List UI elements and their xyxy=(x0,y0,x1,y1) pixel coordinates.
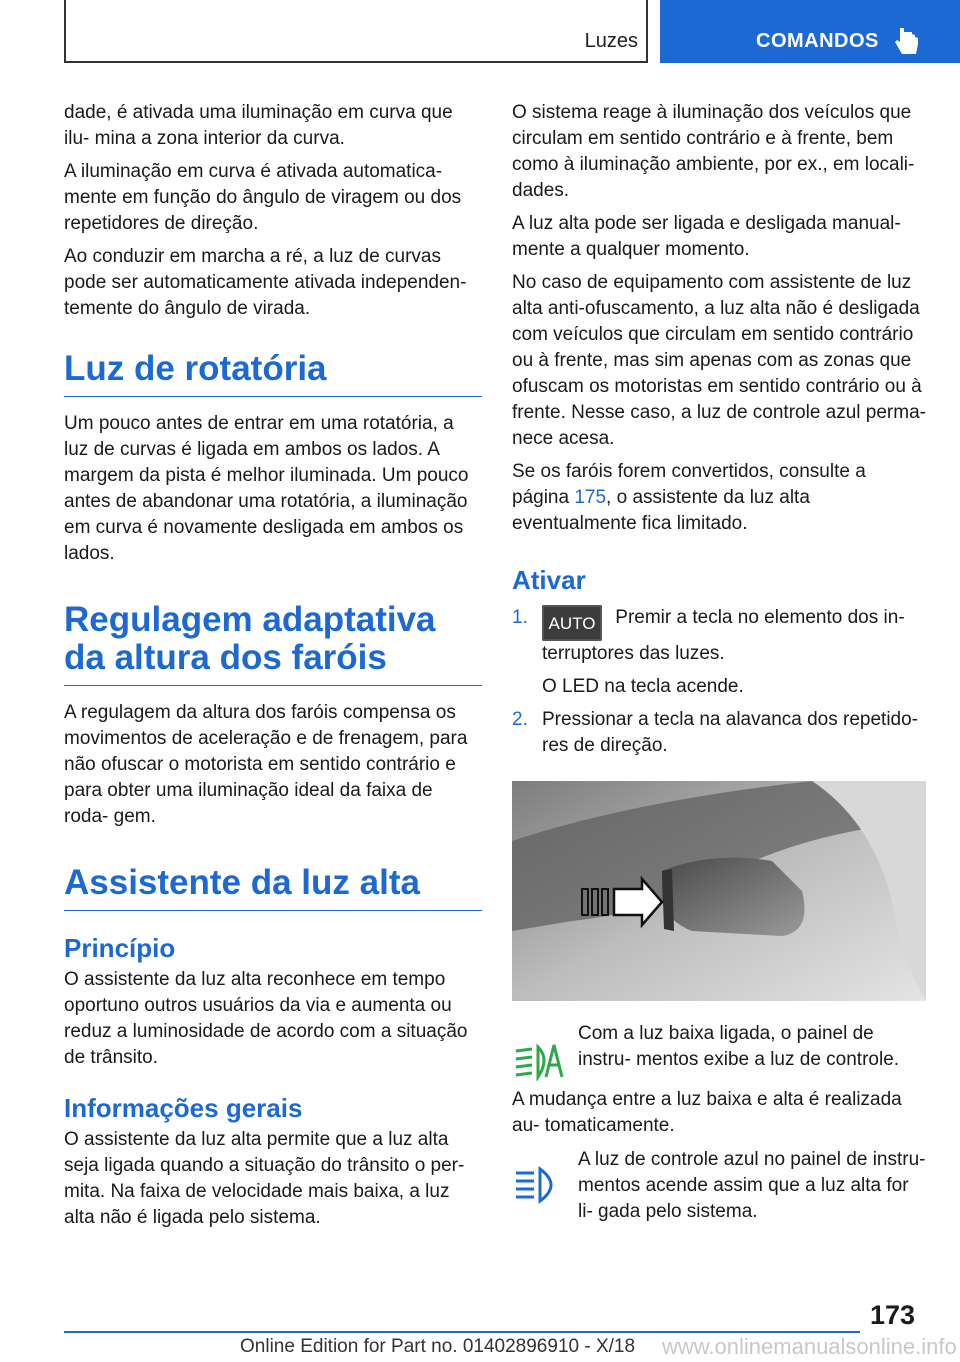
watermark: www.onlinemanualsonline.info xyxy=(662,1334,957,1359)
header-left-box xyxy=(64,0,648,63)
heading-luz-de-rotatoria: Luz de rotatória xyxy=(64,350,482,397)
footer-rule xyxy=(64,1331,860,1333)
auto-key-icon: AUTO xyxy=(542,605,602,641)
indicator-text: A luz de controle azul no painel de instru- mentos acende assim que a luz alta for li- gada pelo sistema. xyxy=(578,1149,926,1222)
step-1 xyxy=(512,605,926,667)
paragraph: A luz alta pode ser ligada e desligada manual- mente a qualquer momento. xyxy=(512,213,901,260)
subheading-principio: Princípio xyxy=(64,933,176,963)
paragraph: No caso de equipamento com assistente de luz alta anti-ofuscamento, a luz alta não é desligada com veículos que circulam em sentido contrário ou à frente, mas sim apenas com as zonas que ofuscam os motoristas em sentido contrário ou à frente. Nesse caso, a luz de controle azul perma- nece acesa. xyxy=(512,272,926,449)
paragraph: Se os faróis forem convertidos, consulte a página 175, o assistente da luz alta eventualmente fica limitado. xyxy=(512,461,866,534)
section-title: Luzes xyxy=(584,30,638,52)
subheading-ativar: Ativar xyxy=(512,565,586,595)
turn-signal-lever-photo xyxy=(512,781,926,1001)
paragraph: A regulagem da altura dos faróis compensa os movimentos de aceleração e de frenagem, para não ofuscar o motorista em sentido contrário e para obter uma iluminação ideal da faixa de roda- gem. xyxy=(64,702,468,827)
paragraph: Ao conduzir em marcha a ré, a luz de curvas pode ser automaticamente ativada independen- temente do ângulo de virada. xyxy=(64,246,467,319)
left-column xyxy=(64,100,482,1238)
paragraph: A iluminação em curva é ativada automatica- mente em função do ângulo de viragem ou dos repetidores de direção. xyxy=(64,161,462,234)
indicator-text: Com a luz baixa ligada, o painel de instru- mentos exibe a luz de controle. xyxy=(578,1023,900,1070)
paragraph: A mudança entre a luz baixa e alta é realizada au- tomaticamente. xyxy=(512,1089,902,1136)
paragraph: Um pouco antes de entrar em uma rotatória, a luz de curvas é ligada em ambos os lados. A margem da pista é melhor iluminada. Um pouco antes de abandonar uma rotatória, a iluminação em curva é novamente desligada em ambos os lados. xyxy=(64,413,469,564)
chapter-title: COMANDOS xyxy=(756,30,879,52)
step-2 xyxy=(512,707,926,759)
step-text: O LED na tecla acende. xyxy=(542,676,744,697)
indicator-note-green xyxy=(512,1021,926,1073)
heading-regulagem-adaptativa: Regulagem adaptativa da altura dos faróis xyxy=(64,601,482,686)
pointing-hand-icon xyxy=(894,26,920,56)
heading-assistente-luz-alta: Assistente da luz alta xyxy=(64,864,482,911)
chapter-tab xyxy=(660,0,960,63)
step-1-result xyxy=(512,674,926,700)
high-beam-blue-icon xyxy=(514,1163,564,1207)
edition-footer: Online Edition for Part no. 01402896910 - X/18 xyxy=(240,1336,636,1357)
step-number: 2. xyxy=(512,709,528,730)
step-text: Pressionar a tecla na alavanca dos repetido- res de direção. xyxy=(542,709,919,756)
step-text: Premir a tecla no elemento dos in- terruptores das luzes. xyxy=(542,607,905,664)
right-column xyxy=(512,100,926,1225)
subheading-informacoes-gerais: Informações gerais xyxy=(64,1093,303,1123)
indicator-note-blue xyxy=(512,1147,926,1225)
page-number: 173 xyxy=(870,1300,916,1330)
paragraph: dade, é ativada uma iluminação em curva que ilu- mina a zona interior da curva. xyxy=(64,102,453,149)
paragraph: O assistente da luz alta permite que a luz alta seja ligada quando a situação do trânsito o per- mita. Na faixa de velocidade mais baixa, a luz alta não é ligada pelo sistema. xyxy=(64,1129,465,1228)
paragraph: O assistente da luz alta reconhece em tempo oportuno outros usuários da via e aumenta ou reduz a luminosidade de acordo com a situação de trânsito. xyxy=(64,969,468,1068)
high-beam-assistant-green-icon xyxy=(514,1037,564,1081)
page-link[interactable]: 175 xyxy=(574,487,607,508)
step-number: 1. xyxy=(512,607,528,628)
paragraph: O sistema reage à iluminação dos veículos que circulam em sentido contrário e à frente, bem como à iluminação ambiente, por ex., em locali- dades. xyxy=(512,102,915,201)
